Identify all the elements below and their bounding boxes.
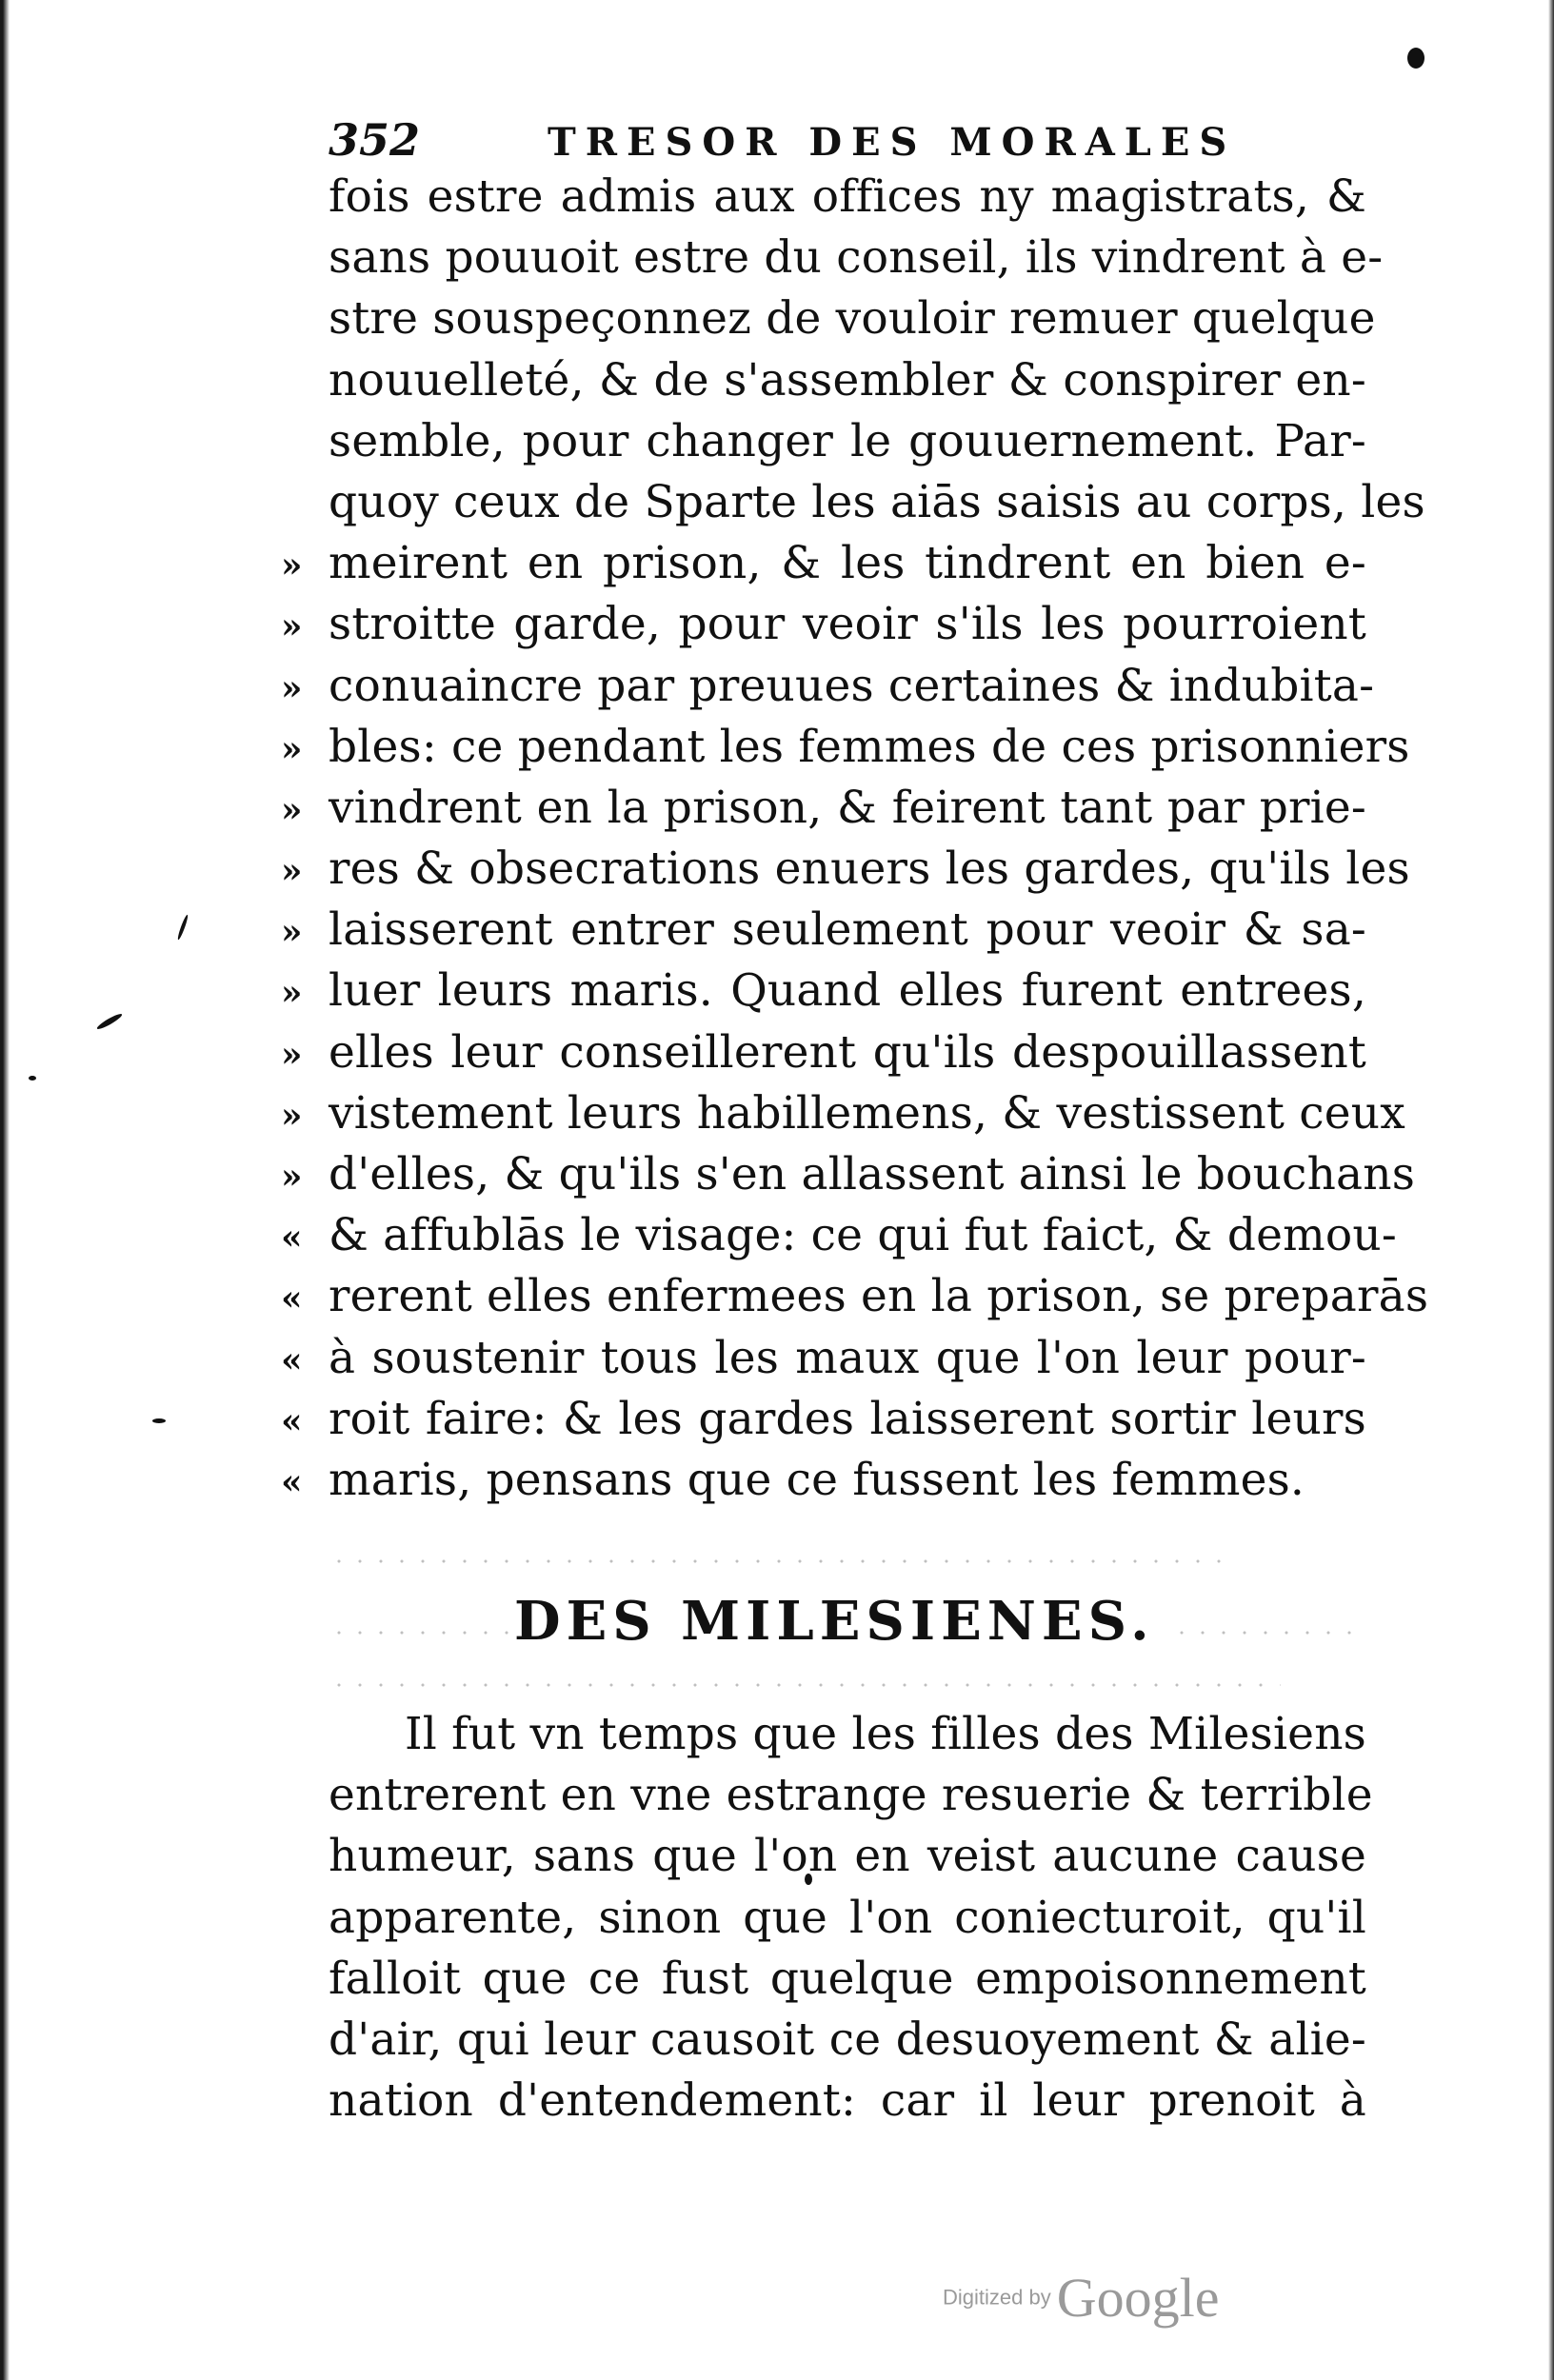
text-line: Il fut vn temps que les filles des Milesiens <box>405 1708 1366 1760</box>
quote-mark: » <box>281 851 303 892</box>
text-line <box>329 167 1366 228</box>
quote-mark: « <box>281 1400 303 1441</box>
line-text: sans pouuoit estre du conseil, ils vindrent à e- <box>329 231 1384 285</box>
running-head: TRESOR DES MORALES <box>548 120 1237 165</box>
google-logo: Google <box>1056 2267 1220 2329</box>
page-left-edge-shadow <box>0 0 10 2380</box>
text-line <box>281 1328 1366 1389</box>
line-text: luer leurs maris. Quand elles furent entrees, <box>329 964 1366 1018</box>
text-line <box>281 1389 1366 1450</box>
line-text: fois estre admis aux offices ny magistrats, & <box>329 170 1366 223</box>
quote-mark: « <box>281 1218 303 1259</box>
text-line <box>281 717 1410 778</box>
text-line <box>281 1266 1429 1327</box>
line-text: vindrent en la prison, & feirent tant par prie- <box>329 781 1366 834</box>
text-line <box>281 1450 1366 1511</box>
ink-mark <box>152 1418 166 1423</box>
faint-show-through <box>329 1618 509 1647</box>
ink-spot <box>1407 48 1424 69</box>
quote-mark: » <box>281 1095 303 1136</box>
text-line <box>281 533 1366 594</box>
quote-mark: « <box>281 1279 303 1319</box>
quote-mark: » <box>281 789 303 830</box>
text-line <box>281 1144 1416 1205</box>
faint-show-through <box>329 1671 1281 1699</box>
faint-show-through <box>1171 1618 1352 1647</box>
line-text: roit faire: & les gardes laisserent sortir leurs <box>329 1392 1366 1445</box>
line-text: elles leur conseillerent qu'ils despouillassent <box>329 1025 1366 1079</box>
text-line <box>281 961 1366 1021</box>
body-text <box>281 167 1429 1511</box>
quote-mark: » <box>281 545 303 586</box>
quote-mark: » <box>281 1157 303 1197</box>
digitization-watermark <box>943 2266 1219 2330</box>
line-text: & affublās le visage: ce qui fut faict, & demou- <box>329 1209 1397 1262</box>
text-line: entrerent en vne estrange resuerie & terrible <box>329 1769 1373 1822</box>
quote-mark: » <box>281 667 303 708</box>
quote-mark: « <box>281 1339 303 1380</box>
text-line <box>281 778 1366 839</box>
line-text: vistement leurs habillemens, & vestissent ceux <box>329 1086 1405 1140</box>
line-text: stre souspeçonnez de vouloir remuer quelque <box>329 292 1376 346</box>
page-header <box>329 114 1366 171</box>
text-line <box>329 350 1366 411</box>
ink-mark <box>176 914 189 941</box>
line-text: quoy ceux de Sparte les aiās saisis au corps, les <box>329 475 1425 528</box>
text-line <box>329 472 1425 533</box>
quote-mark: » <box>281 728 303 769</box>
text-line: nation d'entendement: car il leur prenoit à <box>329 2074 1366 2128</box>
line-text: à soustenir tous les maux que l'on leur pour- <box>329 1331 1366 1384</box>
ink-mark <box>29 1076 36 1081</box>
watermark-prefix: Digitized by <box>943 2285 1051 2310</box>
quote-mark: » <box>281 606 303 647</box>
text-line <box>329 228 1384 288</box>
line-text: conuaincre par preuues certaines & indubita- <box>329 659 1375 712</box>
line-text: maris, pensans que ce fussent les femmes. <box>329 1453 1305 1506</box>
text-line <box>281 1022 1366 1083</box>
line-text: rerent elles enfermees en la prison, se preparās <box>329 1270 1429 1323</box>
text-line <box>281 1205 1397 1266</box>
text-line: d'air, qui leur causoit ce desuoyement & alie- <box>329 2013 1366 2066</box>
text-line <box>281 900 1366 961</box>
text-line <box>281 594 1366 655</box>
faint-show-through <box>329 1547 1233 1576</box>
quote-mark: » <box>281 973 303 1014</box>
text-line: apparente, sinon que l'on coniecturoit, qu'il <box>329 1891 1366 1944</box>
section-title: DES MILESIENES. <box>514 1590 1155 1653</box>
line-text: meirent en prison, & les tindrent en bien e- <box>329 537 1366 590</box>
line-text: d'elles, & qu'ils s'en allassent ainsi le bouchans <box>329 1148 1416 1200</box>
text-line <box>329 411 1366 472</box>
text-line <box>329 288 1376 349</box>
quote-mark: » <box>281 1034 303 1075</box>
line-text: nouuelleté, & de s'assembler & conspirer en- <box>329 353 1366 407</box>
line-text: stroitte garde, pour veoir s'ils les pourroient <box>329 598 1366 651</box>
text-line <box>281 839 1410 900</box>
ink-mark <box>96 1012 124 1031</box>
text-line <box>281 656 1375 717</box>
text-line <box>281 1083 1405 1144</box>
text-line: humeur, sans que l'on en veist aucune cause <box>329 1830 1366 1883</box>
section-body-text <box>329 1704 1373 2132</box>
quote-mark: » <box>281 912 303 953</box>
page-right-edge-shadow <box>1548 0 1554 2380</box>
quote-mark: « <box>281 1461 303 1502</box>
page-number: 352 <box>329 114 421 166</box>
line-text: semble, pour changer le gouuernement. Par- <box>329 414 1366 467</box>
line-text: bles: ce pendant les femmes de ces prisonniers <box>329 720 1410 773</box>
line-text: res & obsecrations enuers les gardes, qu'ils les <box>329 843 1410 896</box>
text-line: falloit que ce fust quelque empoisonnement <box>329 1952 1366 2005</box>
line-text: laisserent entrer seulement pour veoir & sa- <box>329 903 1366 957</box>
